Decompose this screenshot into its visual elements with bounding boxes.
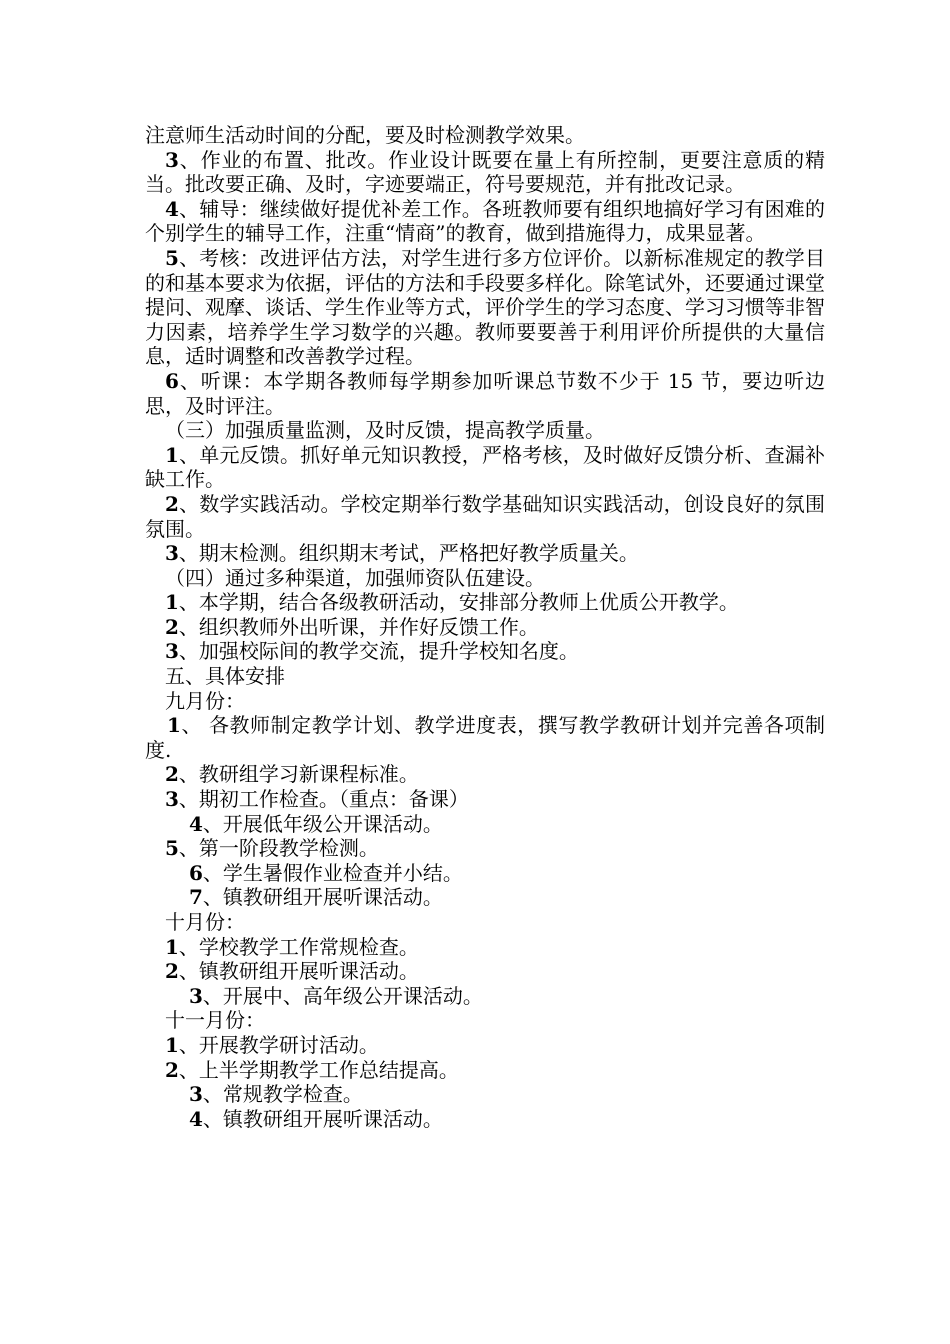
- item-number: 2: [165, 1057, 179, 1082]
- paragraph: [145, 885, 825, 910]
- item-number: 1: [165, 934, 179, 959]
- paragraph-text: 、学生暑假作业检查并小结。: [202, 860, 463, 885]
- item-number: 1: [165, 442, 179, 467]
- paragraph-text: 、 各教师制定教学计划、教学进度表，撰写教学教研计划并完善各项制度.: [145, 713, 825, 762]
- paragraph-text: 、听课：本学期各教师每学期参加听课总节数不少于 15 节，要边听边思，及时评注。: [145, 368, 825, 418]
- item-number: 3: [165, 639, 179, 664]
- item-number: 3: [165, 541, 179, 566]
- paragraph-text: 、期初工作检查。（重点：备课）: [178, 787, 469, 812]
- paragraph-text: 、辅导：继续做好提优补差工作。各班教师要有组织地搞好学习有困难的个别学生的辅导工作，注重“情商”的教育，做到措施得力，成果显著。: [145, 196, 825, 246]
- document-body: [145, 123, 825, 1131]
- paragraph: [145, 713, 825, 762]
- paragraph: [145, 197, 825, 246]
- item-number: 1: [167, 713, 181, 738]
- item-number: 2: [165, 762, 179, 787]
- paragraph: [145, 492, 825, 541]
- item-number: 3: [165, 147, 179, 172]
- paragraph: [145, 935, 825, 960]
- paragraph: [145, 443, 825, 492]
- paragraph-text: 、考核：改进评估方法，对学生进行多方位评价。以新标准规定的教学目的和基本要求为依据，评估的方法和手段要多样化。除笔试外，还要通过课堂提问、观摩、谈话、学生作业等方式，评价学生的学习态度、学习习惯等非智力因素，培养学生学习数学的兴趣。教师要要善于利用评价所提供的大量信息，适时调整和改善教学过程。: [145, 245, 825, 369]
- paragraph: [145, 984, 825, 1009]
- paragraph: [145, 762, 825, 787]
- item-number: 3: [165, 787, 179, 812]
- item-number: 2: [165, 959, 179, 984]
- item-number: 6: [189, 860, 203, 885]
- item-number: 1: [165, 1032, 179, 1057]
- item-number: 5: [165, 836, 179, 861]
- paragraph: [145, 246, 825, 369]
- paragraph-text: （三）加强质量监测，及时反馈，提高教学质量。: [165, 418, 605, 443]
- paragraph-text: 九月份：: [165, 688, 245, 713]
- paragraph: [145, 615, 825, 640]
- paragraph: [145, 1033, 825, 1058]
- paragraph: [145, 369, 825, 418]
- paragraph: [145, 590, 825, 615]
- item-number: 2: [165, 491, 179, 516]
- item-number: 4: [165, 196, 179, 221]
- paragraph: [145, 787, 825, 812]
- section-heading: [145, 566, 825, 591]
- paragraph-text: 、常规教学检查。: [202, 1082, 363, 1107]
- item-number: 3: [189, 983, 203, 1008]
- paragraph: [145, 836, 825, 861]
- paragraph-text: 、开展低年级公开课活动。: [202, 811, 443, 836]
- section-heading: [145, 418, 825, 443]
- paragraph-text: 、上半学期教学工作总结提高。: [178, 1057, 459, 1082]
- paragraph-text: 、单元反馈。抓好单元知识教授，严格考核，及时做好反馈分析、查漏补缺工作。: [145, 442, 825, 492]
- item-number: 3: [189, 1082, 203, 1107]
- paragraph: [145, 1082, 825, 1107]
- item-number: 6: [165, 368, 179, 393]
- item-number: 4: [189, 1106, 203, 1131]
- section-heading: [145, 664, 825, 689]
- paragraph-text: 、镇教研组开展听课活动。: [202, 885, 443, 910]
- paragraph-text: 、本学期，结合各级教研活动，安排部分教师上优质公开教学。: [178, 590, 739, 615]
- paragraph-text: （四）通过多种渠道，加强师资队伍建设。: [165, 565, 545, 590]
- paragraph-text: 、加强校际间的教学交流，提升学校知名度。: [178, 639, 579, 664]
- paragraph-text: 、开展中、高年级公开课活动。: [202, 983, 483, 1008]
- paragraph-text: 、第一阶段教学检测。: [178, 836, 379, 861]
- item-number: 1: [165, 590, 179, 615]
- paragraph: [145, 812, 825, 837]
- paragraph: [145, 148, 825, 197]
- item-number: 2: [165, 614, 179, 639]
- paragraph-text: 、作业的布置、批改。作业设计既要在量上有所控制，更要注意质的精当。批改要正确、及时，字迹要端正，符号要规范，并有批改记录。: [145, 147, 825, 197]
- paragraph: [145, 639, 825, 664]
- paragraph-text: 、教研组学习新课程标准。: [178, 762, 419, 787]
- paragraph: [145, 541, 825, 566]
- month-heading: [145, 1008, 825, 1033]
- item-number: 5: [165, 245, 179, 270]
- paragraph-text: 、数学实践活动。学校定期举行数学基础知识实践活动，创设良好的氛围氛围。: [145, 491, 825, 541]
- paragraph: [145, 123, 825, 148]
- paragraph-text: 、期末检测。组织期末考试，严格把好教学质量关。: [178, 541, 639, 566]
- paragraph: [145, 1107, 825, 1132]
- paragraph: [145, 861, 825, 886]
- paragraph-text: 、镇教研组开展听课活动。: [202, 1106, 443, 1131]
- paragraph-text: 十月份：: [165, 910, 245, 934]
- paragraph-text: 注意师生活动时间的分配，要及时检测教学效果。: [145, 123, 585, 147]
- month-heading: [145, 689, 825, 714]
- paragraph-text: 十一月份：: [165, 1008, 265, 1033]
- paragraph-text: 、组织教师外出听课，并作好反馈工作。: [178, 614, 539, 639]
- item-number: 4: [189, 811, 203, 836]
- paragraph-text: 、镇教研组开展听课活动。: [178, 959, 419, 984]
- paragraph: [145, 1058, 825, 1083]
- paragraph-text: 五、具体安排: [165, 664, 285, 689]
- paragraph: [145, 959, 825, 984]
- paragraph-text: 、学校教学工作常规检查。: [178, 934, 419, 959]
- paragraph-text: 、开展教学研讨活动。: [178, 1032, 379, 1057]
- month-heading: [145, 910, 825, 935]
- item-number: 7: [189, 885, 203, 910]
